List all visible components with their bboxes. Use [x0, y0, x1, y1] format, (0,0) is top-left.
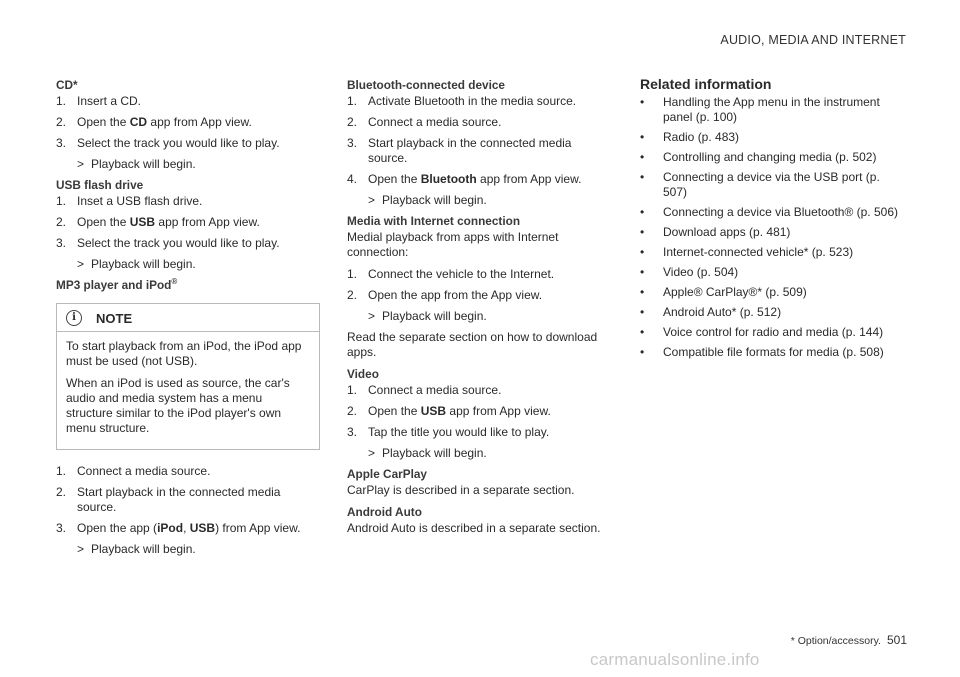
- page-footer: [791, 633, 907, 647]
- step-text-part: app from App view.: [155, 215, 260, 229]
- step-text-part: Start playback in the connected media source.: [77, 485, 281, 514]
- step-text-part: Start playback in the connected media source.: [368, 136, 572, 165]
- bullet-icon: •: [640, 225, 645, 239]
- step-text-part: app from App view.: [446, 404, 551, 418]
- related-link[interactable]: [640, 170, 906, 200]
- step-result: [77, 157, 320, 172]
- section-heading-internet: Media with Internet connection: [347, 214, 521, 228]
- step-number: 1.: [347, 94, 358, 108]
- step-number: 1.: [347, 267, 358, 281]
- step-result: [368, 446, 611, 461]
- step-text-part: ) from App view.: [215, 521, 301, 535]
- note-paragraph: To start playback from an iPod, the iPod app must be used (not USB).: [66, 339, 302, 368]
- related-link-text[interactable]: Video (p. 504): [663, 265, 739, 279]
- page-number: 501: [886, 633, 907, 647]
- bullet-icon: •: [640, 95, 645, 109]
- step-number: 3.: [347, 136, 358, 150]
- step-text: [368, 404, 611, 419]
- section-heading-usb: USB flash drive: [56, 178, 144, 192]
- step-item: [347, 172, 611, 187]
- related-link-text[interactable]: Connecting a device via Bluetooth® (p. 506): [663, 205, 898, 219]
- result-text: Playback will begin.: [382, 193, 487, 207]
- related-link[interactable]: [640, 305, 906, 320]
- result-arrow-icon: >: [77, 257, 85, 271]
- step-text: [368, 136, 611, 166]
- cd-steps: [56, 94, 320, 172]
- related-link-text[interactable]: Download apps (p. 481): [663, 225, 791, 239]
- note-body: [57, 332, 319, 449]
- step-text-part: app from App view.: [147, 115, 252, 129]
- note-header: [57, 304, 319, 332]
- result-arrow-icon: >: [77, 542, 85, 556]
- step-text-part: Open the: [368, 172, 421, 186]
- step-text-part: Connect a media source.: [77, 464, 211, 478]
- step-item: [56, 136, 320, 151]
- result-arrow-icon: >: [368, 446, 376, 460]
- step-item: [347, 288, 611, 303]
- internet-outro: Read the separate section on how to download apps.: [347, 330, 598, 359]
- result-text: Playback will begin.: [91, 257, 196, 271]
- step-ui-label: USB: [129, 215, 156, 229]
- section-heading-video: Video: [347, 367, 379, 381]
- result-arrow-icon: >: [368, 309, 376, 323]
- section-heading-mp3: MP3 player and iPod®: [56, 277, 178, 292]
- step-text: [77, 194, 320, 209]
- related-link-text[interactable]: Controlling and changing media (p. 502): [663, 150, 877, 164]
- note-box: [56, 303, 320, 450]
- step-result: [77, 542, 320, 557]
- bullet-icon: •: [640, 305, 645, 319]
- column-middle: [347, 78, 611, 543]
- step-number: 2.: [56, 485, 67, 499]
- step-ui-label: Bluetooth: [420, 172, 477, 186]
- step-number: 3.: [56, 136, 67, 150]
- step-text: [77, 485, 320, 515]
- related-information-heading: Related information: [640, 76, 772, 92]
- step-text: [368, 383, 611, 398]
- step-number: 1.: [56, 464, 67, 478]
- bullet-icon: •: [640, 345, 645, 359]
- step-number: 2.: [347, 404, 358, 418]
- step-text-part: Connect a media source.: [368, 115, 502, 129]
- step-text: [77, 236, 320, 251]
- step-number: 2.: [347, 288, 358, 302]
- bullet-icon: •: [640, 170, 645, 184]
- related-link-text[interactable]: Radio (p. 483): [663, 130, 740, 144]
- result-arrow-icon: >: [77, 157, 85, 171]
- step-text-part: Open the: [77, 115, 130, 129]
- step-text: [368, 267, 611, 282]
- section-heading-android: Android Auto: [347, 505, 422, 519]
- step-item: [56, 194, 320, 209]
- step-text-part: Inset a USB flash drive.: [77, 194, 203, 208]
- mp3-steps: [56, 464, 320, 557]
- step-number: 4.: [347, 172, 358, 186]
- step-item: [56, 464, 320, 479]
- step-number: 2.: [56, 215, 67, 229]
- step-number: 3.: [56, 521, 67, 535]
- related-link[interactable]: [640, 205, 906, 220]
- step-item: [56, 485, 320, 515]
- related-link-text[interactable]: Internet-connected vehicle* (p. 523): [663, 245, 854, 259]
- step-item: [56, 94, 320, 109]
- internet-steps: [347, 267, 611, 324]
- step-number: 3.: [56, 236, 67, 250]
- result-text: Playback will begin.: [382, 446, 487, 460]
- step-text-part: Select the track you would like to play.: [77, 136, 280, 150]
- step-item: [56, 521, 320, 536]
- step-item: [347, 267, 611, 282]
- video-steps: [347, 383, 611, 461]
- step-number: 1.: [347, 383, 358, 397]
- related-link[interactable]: [640, 150, 906, 165]
- usb-steps: [56, 194, 320, 272]
- bullet-icon: •: [640, 265, 645, 279]
- column-right: [640, 77, 906, 365]
- step-result: [77, 257, 320, 272]
- section-heading-carplay: Apple CarPlay: [347, 467, 427, 481]
- related-link[interactable]: [640, 345, 906, 360]
- step-result: [368, 193, 611, 208]
- related-link[interactable]: [640, 245, 906, 260]
- related-link[interactable]: [640, 225, 906, 240]
- step-text: [368, 94, 611, 109]
- page-header: AUDIO, MEDIA AND INTERNET: [720, 33, 906, 47]
- step-text: [77, 115, 320, 130]
- step-number: 2.: [347, 115, 358, 129]
- step-ui-label: USB: [189, 521, 216, 535]
- step-number: 1.: [56, 94, 67, 108]
- step-number: 1.: [56, 194, 67, 208]
- internet-intro: Medial playback from apps with Internet connection:: [347, 230, 559, 259]
- column-left: [56, 78, 320, 563]
- step-text-part: Open the: [77, 215, 130, 229]
- step-item: [347, 404, 611, 419]
- step-text-part: Activate Bluetooth in the media source.: [368, 94, 577, 108]
- step-number: 2.: [56, 115, 67, 129]
- step-item: [56, 115, 320, 130]
- step-text-part: Tap the title you would like to play.: [368, 425, 550, 439]
- step-item: [347, 136, 611, 166]
- step-ui-label: iPod: [157, 521, 184, 535]
- bullet-icon: •: [640, 325, 645, 339]
- step-text-part: Connect the vehicle to the Internet.: [368, 267, 555, 281]
- related-information-list: [640, 95, 906, 360]
- related-link-text[interactable]: Connecting a device via the USB port (p. 507): [663, 170, 880, 199]
- related-link[interactable]: [640, 285, 906, 300]
- step-text-part: Open the app from the App view.: [368, 288, 543, 302]
- related-link[interactable]: [640, 325, 906, 340]
- related-link[interactable]: [640, 95, 906, 125]
- step-item: [347, 383, 611, 398]
- step-text: [77, 94, 320, 109]
- android-text: Android Auto is described in a separate section.: [347, 521, 601, 535]
- step-text-part: ,: [183, 521, 190, 535]
- step-text: [368, 115, 611, 130]
- bluetooth-steps: [347, 94, 611, 208]
- note-paragraph: When an iPod is used as source, the car's audio and media system has a menu structure similar to the iPod player's own menu structure.: [66, 376, 290, 435]
- section-heading-cd: CD*: [56, 78, 78, 92]
- step-text: [368, 288, 611, 303]
- related-link[interactable]: [640, 130, 906, 145]
- step-text-part: Open the: [368, 404, 421, 418]
- step-text-part: Connect a media source.: [368, 383, 502, 397]
- step-text-part: app from App view.: [476, 172, 582, 186]
- section-heading-bluetooth: Bluetooth-connected device: [347, 78, 505, 92]
- watermark: carmanualsonline.info: [590, 650, 760, 669]
- step-ui-label: USB: [420, 404, 447, 418]
- bullet-icon: •: [640, 150, 645, 164]
- related-link[interactable]: [640, 265, 906, 280]
- result-text: Playback will begin.: [91, 542, 196, 556]
- result-arrow-icon: >: [368, 193, 376, 207]
- step-ui-label: CD: [129, 115, 148, 129]
- step-item: [56, 236, 320, 251]
- bullet-icon: •: [640, 205, 645, 219]
- step-item: [347, 115, 611, 130]
- step-text-part: Select the track you would like to play.: [77, 236, 280, 250]
- related-link-text[interactable]: Handling the App menu in the instrument panel (p. 100): [663, 95, 880, 124]
- step-text-part: Insert a CD.: [77, 94, 142, 108]
- step-result: [368, 309, 611, 324]
- step-number: 3.: [347, 425, 358, 439]
- step-text: [77, 136, 320, 151]
- footnote: * Option/accessory.: [790, 635, 881, 647]
- carplay-text: CarPlay is described in a separate section.: [347, 483, 575, 497]
- step-text: [77, 464, 320, 479]
- step-text: [368, 172, 611, 187]
- step-text-part: Open the app (: [77, 521, 158, 535]
- step-text: [77, 215, 320, 230]
- step-text: [77, 521, 320, 536]
- step-item: [347, 425, 611, 440]
- bullet-icon: •: [640, 245, 645, 259]
- result-text: Playback will begin.: [91, 157, 196, 171]
- info-icon: i: [66, 310, 82, 326]
- step-item: [347, 94, 611, 109]
- related-link-text[interactable]: Compatible file formats for media (p. 508): [663, 345, 884, 359]
- step-text: [368, 425, 611, 440]
- step-item: [56, 215, 320, 230]
- related-link-text[interactable]: Apple® CarPlay®* (p. 509): [663, 285, 807, 299]
- bullet-icon: •: [640, 130, 645, 144]
- note-title: NOTE: [96, 310, 133, 326]
- related-link-text[interactable]: Voice control for radio and media (p. 144): [663, 325, 884, 339]
- result-text: Playback will begin.: [382, 309, 487, 323]
- related-link-text[interactable]: Android Auto* (p. 512): [663, 305, 782, 319]
- bullet-icon: •: [640, 285, 645, 299]
